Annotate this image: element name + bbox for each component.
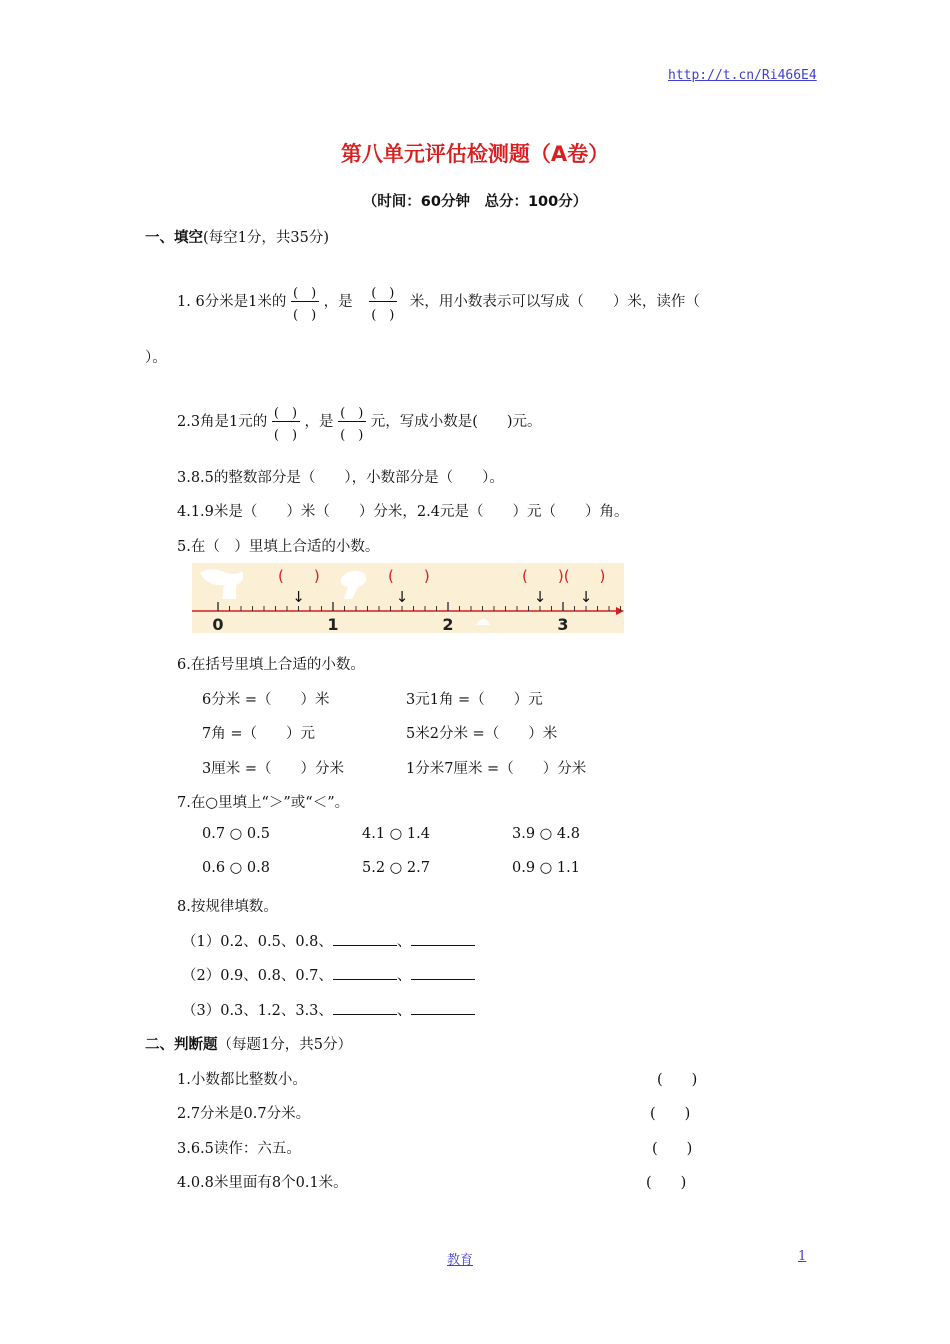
question-6: 6.在括号里填上合适的小数。 (177, 657, 365, 673)
number-line-label: 1 (327, 615, 339, 633)
fraction-numerator: ( ) (371, 286, 395, 301)
q1-text-d: ）。 (145, 350, 167, 366)
number-line-label: 2 (442, 615, 454, 633)
pattern-item (182, 930, 475, 951)
down-arrow-icon: ↓ (533, 588, 547, 606)
pattern-sequence: （1）0.2、0.5、0.8、 (182, 934, 333, 950)
compare-item[interactable]: 3.9 ○ 4.8 (512, 826, 580, 842)
question-4: 4.1.9米是（ ）米（ ）分米，2.4元是（ ）元（ ）角。 (177, 504, 629, 520)
conversion-item[interactable]: 1分米7厘米 =（ ）分米 (406, 761, 587, 777)
pattern-sequence: （3）0.3、1.2、3.3、 (182, 1003, 333, 1019)
section1-title: 一、填空 (145, 230, 203, 246)
fraction-numerator: ( ) (340, 406, 364, 421)
compare-item[interactable]: 0.7 ○ 0.5 (202, 826, 270, 842)
conversion-item[interactable]: 6分米 =（ ）米 (202, 692, 330, 708)
fraction-blank[interactable] (291, 282, 319, 322)
q2-text-c: 元，写成小数是( )元。 (370, 414, 542, 430)
down-arrow-icon: ↓ (292, 588, 305, 606)
answer-bracket[interactable]: ( ) (646, 1175, 687, 1191)
conversion-item[interactable]: 7角 =（ ）元 (202, 726, 315, 742)
answer-blank[interactable] (411, 931, 475, 946)
q1-text-a: 1. 6分米是1米的 (177, 294, 287, 310)
fraction-denominator: ( ) (273, 428, 298, 443)
separator: 、 (396, 934, 412, 950)
fraction-bar (369, 301, 397, 302)
q1-text-b: ，是 (323, 294, 353, 310)
compare-item[interactable]: 5.2 ○ 2.7 (362, 860, 430, 876)
pattern-item (182, 999, 475, 1020)
answer-blank[interactable] (411, 965, 475, 980)
question-5: 5.在（ ）里填上合适的小数。 (177, 539, 380, 555)
separator: 、 (396, 1003, 412, 1019)
compare-item[interactable]: 0.6 ○ 0.8 (202, 860, 270, 876)
fraction-denominator: ( ) (293, 308, 317, 323)
fraction-blank[interactable] (272, 402, 300, 442)
page-title: 第八单元评估检测题（A卷） (340, 142, 610, 166)
answer-blank[interactable] (333, 965, 397, 980)
fraction-bar (291, 301, 319, 302)
page-subtitle: （时间：60分钟 总分：100分） (362, 194, 588, 210)
fraction-blank[interactable] (369, 282, 397, 322)
judgement-item: 3.6.5读作：六五。 (177, 1141, 301, 1157)
conversion-item[interactable]: 3厘米 =（ ）分米 (202, 761, 344, 777)
section1-heading (145, 226, 329, 247)
answer-blank[interactable] (411, 1000, 475, 1015)
number-line-figure (192, 563, 624, 633)
q1-text-c: 米，用小数表示可以写成（ ）米，读作（ (409, 294, 700, 310)
fraction-blank[interactable] (338, 402, 366, 442)
question-8: 8.按规律填数。 (177, 899, 278, 915)
section2-note: （每题1分，共5分） (217, 1037, 352, 1053)
section1-note: (每空1分，共35分) (203, 230, 329, 246)
question-7: 7.在○里填上“＞”或“＜”。 (177, 795, 350, 811)
number-line-bracket[interactable]: ( )( ) (522, 567, 606, 585)
answer-bracket[interactable]: ( ) (650, 1106, 691, 1122)
fraction-denominator: ( ) (371, 308, 395, 323)
pattern-sequence: （2）0.9、0.8、0.7、 (182, 968, 333, 984)
conversion-item[interactable]: 5米2分米 =（ ）米 (406, 726, 558, 742)
down-arrow-icon: ↓ (395, 588, 409, 606)
question-3: 3.8.5的整数部分是（ ），小数部分是（ ）。 (177, 470, 504, 486)
conversion-item[interactable]: 3元1角 =（ ）元 (406, 692, 543, 708)
fraction-bar (338, 421, 366, 422)
fraction-denominator: ( ) (340, 428, 364, 443)
number-line-label: 0 (212, 615, 224, 633)
fraction-numerator: ( ) (293, 286, 317, 301)
number-line-label: 3 (557, 615, 569, 633)
section2-title: 二、判断题 (145, 1037, 218, 1053)
compare-item[interactable]: 0.9 ○ 1.1 (512, 860, 580, 876)
judgement-item: 2.7分米是0.7分米。 (177, 1106, 311, 1122)
answer-blank[interactable] (333, 1000, 397, 1015)
answer-bracket[interactable]: ( ) (652, 1141, 693, 1157)
number-line-bracket[interactable]: ( ) (388, 567, 430, 585)
page-number: 1 (798, 1249, 807, 1264)
answer-bracket[interactable]: ( ) (657, 1072, 698, 1088)
question-1 (177, 282, 700, 322)
header-link[interactable]: http://t.cn/Ri466E4 (668, 68, 817, 83)
judgement-item: 1.小数都比整数小。 (177, 1072, 307, 1088)
fraction-numerator: ( ) (273, 406, 298, 421)
q2-text-b: ，是 (304, 414, 334, 430)
question-2 (177, 402, 542, 442)
separator: 、 (396, 968, 412, 984)
pattern-item (182, 964, 475, 985)
q2-text-a: 2.3角是1元的 (177, 414, 268, 430)
down-arrow-icon: ↓ (579, 588, 593, 606)
footer-link[interactable]: 教育 (447, 1253, 474, 1268)
compare-item[interactable]: 4.1 ○ 1.4 (362, 826, 430, 842)
section2-heading (145, 1033, 352, 1054)
number-line-bracket[interactable]: ( ) (278, 567, 320, 585)
answer-blank[interactable] (333, 931, 397, 946)
fraction-bar (272, 421, 300, 422)
judgement-item: 4.0.8米里面有8个0.1米。 (177, 1175, 348, 1191)
